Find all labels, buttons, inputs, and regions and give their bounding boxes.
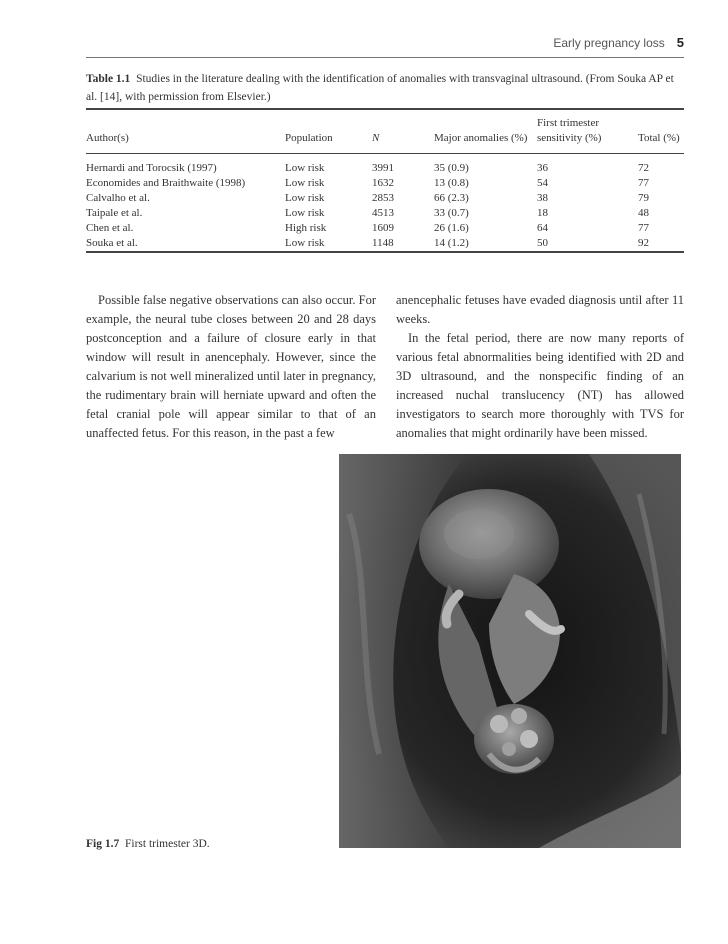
cell-total: 79 [638,192,649,204]
cell-population: Low risk [285,162,325,174]
body-paragraph: anencephalic fetuses have evaded diagnosis until after 11 weeks. [396,293,684,326]
anomalies-table [86,116,684,251]
cell-major: 33 (0.7) [434,207,469,219]
table-row [86,236,684,251]
table-bottom-rule [86,251,684,253]
table-caption [86,70,684,106]
cell-n: 2853 [372,192,394,204]
body-paragraph: In the fetal period, there are now many reports of various fetal abnormalities being identified with 2D and 3D ultrasound, and the nonspecific finding of an increased nuchal translucency (NT) has allowed investigators to search more thoroughly with TVS for anomalies that might ordinarily have been missed. [396,331,684,440]
cell-author: Hernardi and Torocsik (1997) [86,162,217,174]
cell-author: Souka et al. [86,237,138,249]
cell-n: 1632 [372,177,394,189]
cell-n: 4513 [372,207,394,219]
cell-population: Low risk [285,192,325,204]
cell-population: Low risk [285,207,325,219]
header-total: Total (%) [638,132,680,144]
figure-caption-label: Fig 1.7 [86,838,120,850]
cell-sensitivity: 18 [537,207,548,219]
cell-sensitivity: 64 [537,222,548,234]
cell-total: 48 [638,207,649,219]
figure-caption-text: First trimester 3D. [124,838,210,850]
running-title: Early pregnancy loss [553,36,665,50]
table-row [86,206,684,221]
cell-major: 35 (0.9) [434,162,469,174]
cell-total: 72 [638,162,649,174]
cell-n: 1609 [372,222,394,234]
cell-n: 3991 [372,162,394,174]
running-head [384,35,684,50]
table-row [86,221,684,236]
table-top-rule [86,108,684,110]
body-paragraph: Possible false negative observations can also occur. For example, the neural tube closes between 20 and 28 days postconception and a failure of closure early in that window will result in anencephaly. However, since the calvarium is not well mineralized until later in pregnancy, the rudimentary brain will herniate upward and often the fetal cranial pole will appear similar to that of an unaffected fetus. For this reason, in the past a few [86,293,376,440]
table-header-row [86,116,684,154]
cell-major: 26 (1.6) [434,222,469,234]
header-n: N [372,132,380,144]
cell-population: Low risk [285,177,325,189]
body-column-left [86,291,376,443]
cell-total: 77 [638,222,649,234]
cell-major: 14 (1.2) [434,237,469,249]
figure-caption [86,838,210,850]
table-row [86,154,684,176]
cell-sensitivity: 36 [537,162,548,174]
body-column-right [396,291,684,443]
header-authors: Author(s) [86,132,129,144]
header-sensitivity: First trimester sensitivity (%) [537,117,602,144]
cell-author: Taipale et al. [86,207,143,219]
cell-major: 13 (0.8) [434,177,469,189]
table-row [86,191,684,206]
cell-population: Low risk [285,237,325,249]
table-caption-label: Table 1.1 [86,73,131,85]
cell-sensitivity: 38 [537,192,548,204]
cell-population: High risk [285,222,327,234]
cell-major: 66 (2.3) [434,192,469,204]
ultrasound-figure [339,454,681,848]
table-caption-text: Studies in the literature dealing with the identification of anomalies with transvaginal ultrasound. (From Souka AP et al. [14], with permission from Elsevier.) [86,73,674,103]
cell-sensitivity: 54 [537,177,548,189]
header-population: Population [285,132,333,144]
header-major-anomalies: Major anomalies (%) [434,132,528,144]
cell-total: 92 [638,237,649,249]
page-number: 5 [676,35,684,50]
cell-author: Chen et al. [86,222,134,234]
cell-author: Economides and Braithwaite (1998) [86,177,246,189]
ultrasound-image [339,454,681,848]
table-row [86,176,684,191]
header-rule [86,57,684,58]
cell-n: 1148 [372,237,394,249]
cell-total: 77 [638,177,649,189]
cell-author: Calvalho et al. [86,192,150,204]
cell-sensitivity: 50 [537,237,548,249]
